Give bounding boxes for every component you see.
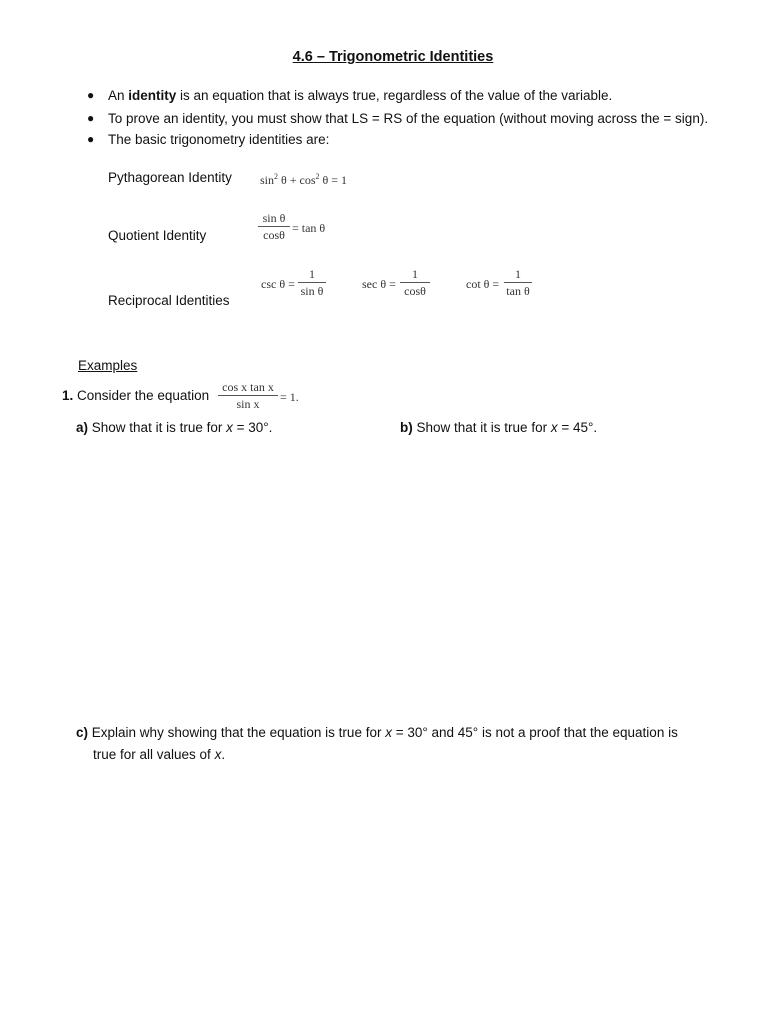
denominator: sin θ <box>300 284 324 298</box>
quotient-fraction <box>258 211 290 242</box>
denominator: cosθ <box>404 284 426 298</box>
denominator: tan θ <box>506 284 530 298</box>
bullet-text: An <box>108 88 129 103</box>
fraction-bar <box>298 282 326 283</box>
part-text: = 45°. <box>557 420 598 435</box>
bullet-text: is an equation that is always true, regardless of the value of the variable. <box>176 88 613 103</box>
reciprocal-label: Reciprocal Identities <box>108 293 230 308</box>
bullet-dot: ● <box>87 88 95 102</box>
page-title: 4.6 – Trigonometric Identities <box>292 49 494 65</box>
numerator: sin θ <box>262 211 286 225</box>
variable: x <box>214 747 222 762</box>
pythagorean-formula <box>260 173 347 188</box>
bullet-prove-identity: To prove an identity, you must show that LS = RS of the equation (without moving across the = sign). <box>108 111 709 126</box>
variable: x <box>385 725 392 740</box>
bullet-identity-definition <box>108 88 612 103</box>
sec-fraction <box>400 267 430 298</box>
part-text: Explain why showing that the equation is true for <box>91 725 386 740</box>
cot-fraction <box>504 267 532 298</box>
part-text: = 30°. <box>232 420 273 435</box>
exponent: 2 <box>315 172 320 181</box>
part-c <box>76 725 678 740</box>
part-b <box>400 420 597 435</box>
formula-part: θ + cos <box>281 173 316 187</box>
examples-heading-text: Examples <box>78 358 138 373</box>
quotient-rhs: = tan θ <box>292 221 326 235</box>
pythagorean-label: Pythagorean Identity <box>108 170 232 185</box>
csc-fraction <box>298 267 326 298</box>
numerator: cos x tan x <box>222 380 274 394</box>
variable: x <box>226 420 233 435</box>
exponent: 2 <box>274 172 279 181</box>
part-label: b) <box>400 420 413 435</box>
part-label: c) <box>76 725 89 740</box>
csc-lhs: csc θ = <box>261 277 295 291</box>
quotient-label: Quotient Identity <box>108 228 207 243</box>
bullet-dot: ● <box>87 111 95 125</box>
part-text: . <box>221 747 226 762</box>
part-label: a) <box>76 420 89 435</box>
part-text: true for all values of <box>93 747 215 762</box>
examples-heading <box>78 358 137 373</box>
fraction-bar <box>218 395 278 396</box>
numerator: 1 <box>309 267 315 281</box>
part-c-line2 <box>93 747 225 762</box>
part-a <box>76 420 272 435</box>
question-text: Consider the equation <box>77 388 210 403</box>
equation-fraction <box>218 380 278 411</box>
bullet-basic-identities: The basic trigonometry identities are: <box>108 132 330 147</box>
numerator: 1 <box>515 267 521 281</box>
part-text: Show that it is true for <box>91 420 227 435</box>
part-text: = 30° and 45° is not a proof that the equation is <box>391 725 678 740</box>
bold-term: identity <box>128 88 177 103</box>
question-number: 1. <box>62 388 74 403</box>
numerator: 1 <box>412 267 418 281</box>
fraction-bar <box>400 282 430 283</box>
fraction-bar <box>504 282 532 283</box>
denominator: sin x <box>236 397 260 411</box>
bullet-dot: ● <box>87 132 95 146</box>
equation-rhs: = 1. <box>280 390 299 404</box>
formula-part: θ = 1 <box>322 173 348 187</box>
sec-lhs: sec θ = <box>362 277 396 291</box>
variable: x <box>550 420 558 435</box>
fraction-bar <box>258 226 290 227</box>
question-1 <box>62 388 209 403</box>
denominator: cosθ <box>263 228 285 242</box>
formula-part: sin <box>260 173 275 187</box>
part-text: Show that it is true for <box>416 420 551 435</box>
cot-lhs: cot θ = <box>466 277 500 291</box>
